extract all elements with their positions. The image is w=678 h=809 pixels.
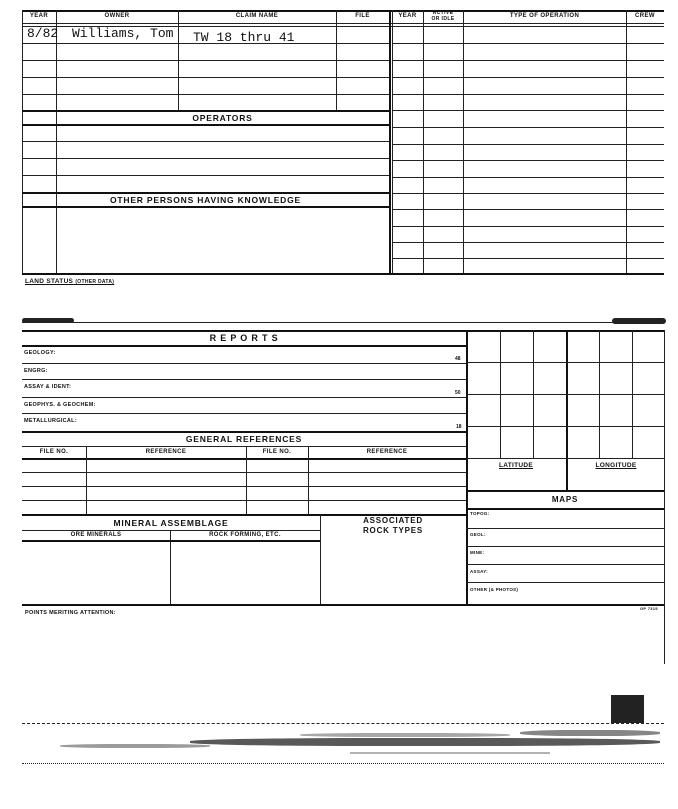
right-edge-mark xyxy=(612,318,666,324)
operators-label: OPERATORS xyxy=(192,113,253,123)
map-field-other: OTHER (& PHOTOS) xyxy=(470,587,519,592)
map-field-assay: ASSAY: xyxy=(470,569,489,574)
col-active-or-idle: ACTIVE OR IDLE xyxy=(431,10,455,22)
report-geology-num: 48 xyxy=(455,356,461,362)
maps-title: MAPS xyxy=(551,495,579,504)
associated-rock-types: ASSOCIATED ROCK TYPES xyxy=(362,516,423,535)
map-field-mine: MINE: xyxy=(470,550,485,555)
map-field-topog: TOPOG: xyxy=(470,511,490,516)
mineral-assemblage-title: MINERAL ASSEMBLAGE xyxy=(113,518,229,528)
map-field-geol: GEOL: xyxy=(470,532,486,537)
points-meriting-attention-label: POINTS MERITING ATTENTION: xyxy=(25,610,116,616)
report-assay-num: 50 xyxy=(455,390,461,396)
other-persons-label: OTHER PERSONS HAVING KNOWLEDGE xyxy=(109,195,302,205)
entry-year: 8/82 xyxy=(27,26,59,41)
col-year: YEAR xyxy=(29,13,49,19)
land-status-label: LAND STATUS (OTHER DATA) xyxy=(25,278,115,285)
report-engrg: ENGRG: xyxy=(24,368,48,374)
ore-minerals: ORE MINERALS xyxy=(70,532,122,538)
col-owner: OWNER xyxy=(104,13,130,19)
ref-file-no: FILE NO. xyxy=(39,449,69,455)
general-references-title: GENERAL REFERENCES xyxy=(185,434,303,444)
ref-file-no-2: FILE NO. xyxy=(262,449,292,455)
col-year-2: YEAR xyxy=(398,13,417,19)
ref-reference-2: REFERENCE xyxy=(366,449,408,455)
reports-title: R E P O R T S xyxy=(209,333,279,343)
rock-forming: ROCK FORMING, ETC. xyxy=(209,532,281,538)
col-type-of-operation: TYPE OF OPERATION xyxy=(509,13,580,19)
entry-owner: Williams, Tom xyxy=(72,26,174,41)
form-code: GP 7315 xyxy=(640,606,658,611)
latitude-label: LATITUDE xyxy=(498,462,534,469)
report-geology: GEOLOGY: xyxy=(24,350,56,356)
entry-claim-name: TW 18 thru 41 xyxy=(193,30,295,45)
report-metallurgical-num: 18 xyxy=(456,424,462,430)
report-assay-ident: ASSAY & IDENT: xyxy=(24,384,72,390)
report-metallurgical: METALLURGICAL: xyxy=(24,418,77,424)
longitude-label: LONGITUDE xyxy=(595,462,637,469)
ref-reference: REFERENCE xyxy=(145,449,187,455)
report-geophys-geochem: GEOPHYS. & GEOCHEM: xyxy=(24,402,96,408)
col-crew: CREW xyxy=(635,13,655,19)
col-file: FILE xyxy=(355,13,370,19)
col-claim-name: CLAIM NAME xyxy=(235,13,279,19)
